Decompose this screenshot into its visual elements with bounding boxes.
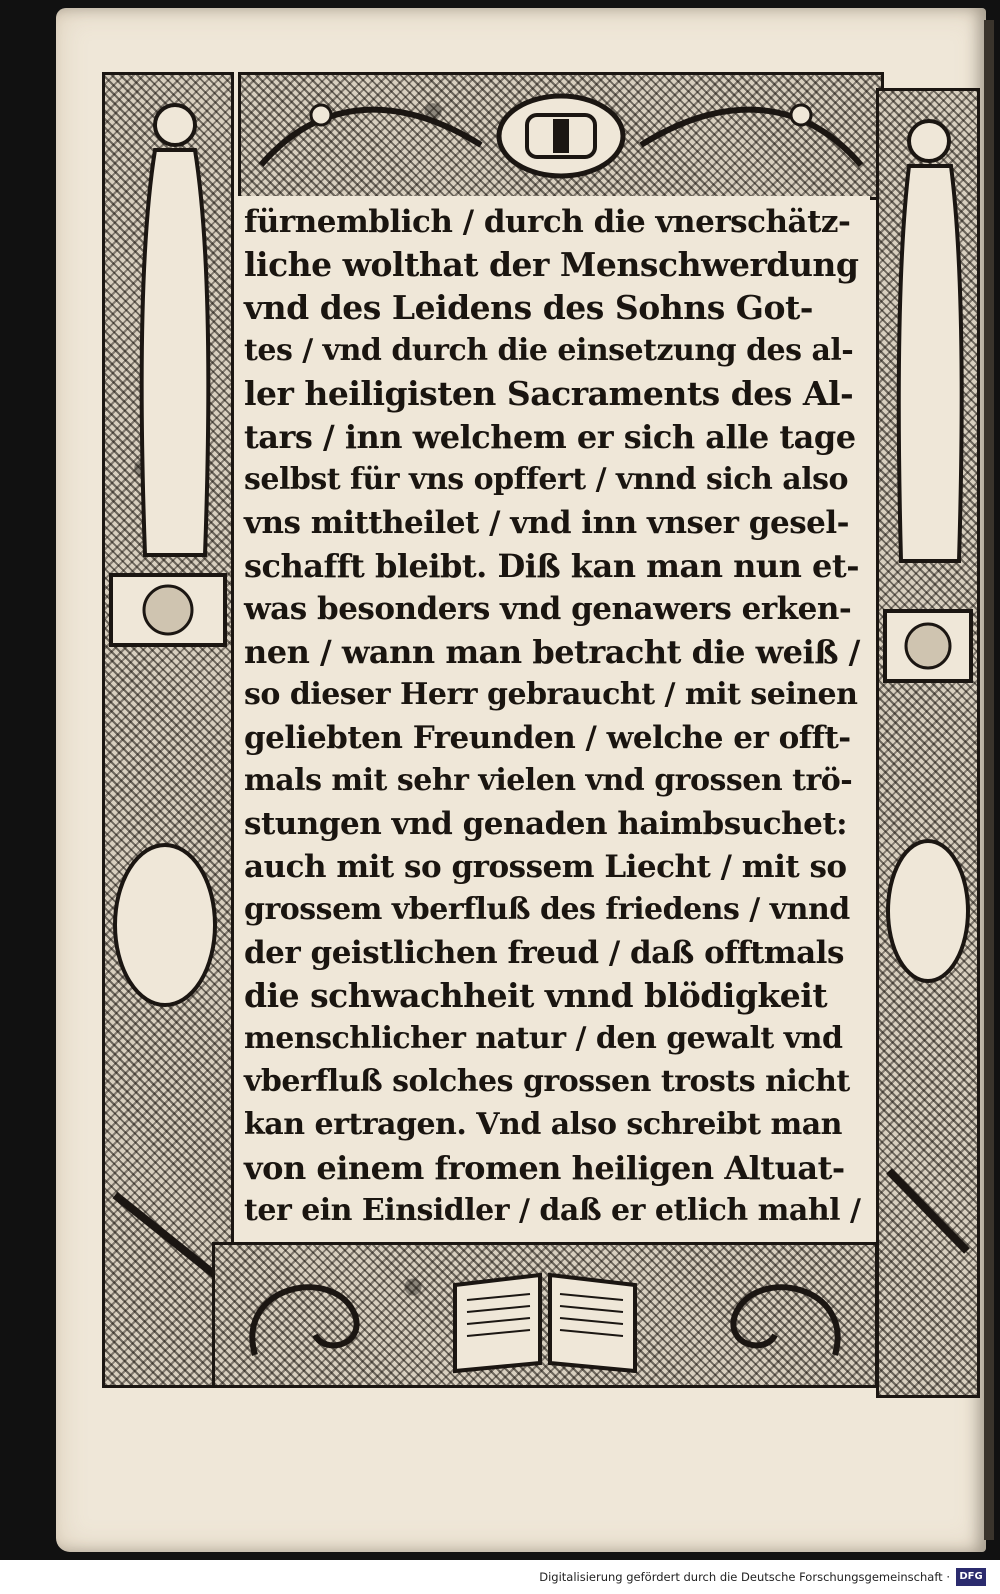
text-line: vns mittheilet / vnd inn vnser gesel- bbox=[244, 505, 850, 541]
text-line: menschlicher natur / den gewalt vnd bbox=[244, 1021, 843, 1056]
page-edge bbox=[984, 20, 994, 1540]
text-line: tars / inn welchem er sich alle tage bbox=[244, 418, 856, 456]
footer-credit: Digitalisierung gefördert durch die Deutsche Forschungsgemeinschaft · bbox=[539, 1570, 950, 1584]
text-line: stungen vnd genaden haimbsuchet: bbox=[244, 806, 848, 842]
woodcut-ornament-icon bbox=[238, 72, 884, 200]
text-line: mals mit sehr vielen vnd grossen trö- bbox=[244, 763, 853, 798]
dfg-logo: DFG bbox=[956, 1568, 986, 1586]
text-line: auch mit so grossem Liecht / mit so bbox=[244, 849, 847, 885]
text-line: geliebten Freunden / welche er offt- bbox=[244, 720, 851, 756]
text-line: vberfluß solches grossen trosts nicht bbox=[244, 1064, 850, 1099]
text-line: ler heiligisten Sacraments des Al- bbox=[244, 374, 854, 413]
text-line: fürnemblich / durch die vnerschätz- bbox=[244, 204, 851, 240]
text-line: liche wolthat der Menschwerdung bbox=[244, 245, 859, 284]
text-line: der geistlichen freud / daß offtmals bbox=[244, 935, 844, 971]
man-figure-icon bbox=[876, 88, 980, 1398]
footer-bar bbox=[0, 1562, 1000, 1594]
text-line: so dieser Herr gebraucht / mit seinen bbox=[244, 677, 858, 712]
text-line: die schwachheit vnnd blödigkeit bbox=[244, 976, 828, 1015]
text-line: schafft bleibt. Diß kan man nun et- bbox=[244, 547, 859, 585]
text-line: ter ein Einsidler / daß er etlich mahl / bbox=[244, 1193, 861, 1228]
text-line: tes / vnd durch die einsetzung des al- bbox=[244, 333, 854, 368]
open-book-icon bbox=[212, 1242, 878, 1388]
woman-figure-icon bbox=[102, 72, 234, 1388]
text-line: selbst für vns opffert / vnnd sich also bbox=[244, 462, 848, 497]
text-block bbox=[234, 196, 870, 1242]
text-line: nen / wann man betracht die weiß / bbox=[244, 633, 860, 671]
text-line: grossem vberfluß des friedens / vnnd bbox=[244, 892, 850, 927]
text-line: vnd des Leidens des Sohns Got- bbox=[244, 288, 813, 327]
text-line: von einem fromen heiligen Altuat- bbox=[244, 1149, 845, 1187]
text-line: was besonders vnd genawers erken- bbox=[244, 591, 852, 627]
text-line: kan ertragen. Vnd also schreibt man bbox=[244, 1107, 842, 1142]
